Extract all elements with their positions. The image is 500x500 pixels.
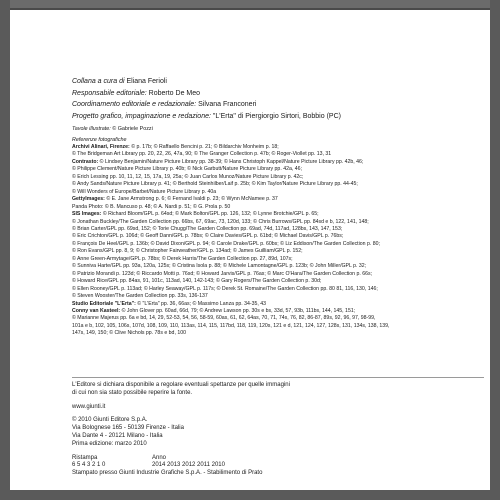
scan-border-right [490, 0, 500, 500]
illustrations-line [72, 126, 486, 133]
reference-text: © Anne Green-Armytage/GPL p. 78bs; © Derek Harris/The Garden Collection pp. 27, 89d, 107s; [72, 255, 293, 262]
reference-text: © Howard Rice/GPL pp. 84as, 91, 101c, 113ad, 140, 142-143; © Gary Rogers/The Garden Collection p. 30d; [72, 278, 322, 285]
reference-line [72, 271, 486, 278]
reference-text: © Jonathan Buckley/The Garden Collection pp. 66bs, 67, 69ac, 73, 120d, 133; © Chris Burrows/GPL pp. 84sd e b, 122, 141, 148; [72, 218, 369, 225]
photo-references-title: Referenze fotografiche [72, 137, 127, 143]
series-editor-value: Eliana Ferioli [126, 78, 167, 85]
scan-border-top-bar [10, 0, 490, 8]
reference-text: © p. 17b; © Raffaello Bencini p. 21; © Bildarchiv Monheim p. 18; [129, 144, 279, 150]
rights-notice-line-2: di cui non sia stato possibile reperire la fonte. [72, 389, 193, 396]
printer-line: Stampato presso Giunti Industrie Grafiche S.p.A. - Stabilimento di Prato [72, 470, 263, 477]
reference-text: © François De Heel/GPL p. 136b; © David Dixon/GPL p. 94; © Carole Drake/GPL p. 60bs; © Liz Eddison/The Garden Collection p. 80; [72, 240, 380, 247]
reprint-values-row [72, 462, 486, 470]
series-editor-line [72, 76, 486, 88]
reference-line [72, 248, 486, 255]
reference-source: Archivi Alinari, Firenze: [72, 144, 130, 150]
section-divider [72, 377, 484, 378]
reference-line [72, 315, 486, 322]
reference-line [72, 219, 486, 226]
reference-line [72, 151, 486, 158]
design-label: Progetto grafico, impaginazione e redazione: [72, 112, 211, 120]
reference-line [72, 241, 486, 248]
reference-text: © Will Wonders of Europe/Barbet/Nature Picture Library p. 40a [72, 188, 217, 195]
reference-source: SIS Images: [72, 211, 102, 218]
reference-line [72, 233, 486, 240]
reference-text: © The Bridgeman Art Library pp. 20, 22, 26, 47a, 90; © The Granger Collection p. 47b; © Roger-Viollet pp. 13, 31 [72, 151, 332, 158]
photo-references-list [72, 144, 486, 338]
reference-text: © Brian Carter/GPL pp. 69sd, 152; © Torie Chugg/The Garden Collection pp. 69ad, 74d, 117ad, 128bs, 143, 147, 153; [72, 225, 343, 232]
managing-editor-line [72, 88, 486, 100]
reference-text: © Eric Crichton/GPL p. 106d; © Geoff Dann/GPL p. 78bs; © Claire Davies/GPL p. 61bd; © Michael Davis/GPL p. 76bs; [72, 233, 344, 240]
reference-line [72, 144, 486, 151]
reprint-years: 2014 2013 2012 2011 2010 [152, 462, 225, 469]
reference-line [72, 189, 486, 196]
series-editor-label: Collana a cura di [72, 78, 125, 85]
reference-line [72, 211, 486, 218]
reference-text: © Sunniva Harte/GPL pp. 93a, 120a, 125s; © Cristina Isola p. 88; © Michele Lamontagne/GPL p. 123b; © John Miller/GPL p. 32; [72, 263, 367, 270]
reference-source: Contrasto: [72, 158, 99, 165]
reference-text: © E. Jane Armstrong p. 6; © Fernand Ivaldi p. 23; © Wynn McNamee p. 37 [104, 196, 278, 203]
publisher-info [72, 382, 486, 478]
coordination-line [72, 99, 486, 111]
first-edition-line: Prima edizione: marzo 2010 [72, 440, 147, 447]
coordination-value: Silvana Franconeri [198, 101, 257, 108]
managing-editor-label: Responsabile editoriale: [72, 89, 147, 97]
reference-line [72, 278, 486, 285]
scan-border-left [0, 0, 10, 500]
reference-line [72, 286, 486, 293]
reference-text: © Erich Lessing pp. 10, 11, 12, 15, 17a, 19, 25a; © Juan Carlos Munoz/Nature Picture Library p. 42c; [72, 173, 304, 180]
reference-line [72, 181, 486, 188]
coordination-label: Coordinamento editoriale e redazionale: [72, 101, 197, 108]
reference-line [72, 256, 486, 263]
design-value: "L'Erta" di Piergiorgio Sirtori, Bobbio (PC) [212, 112, 341, 120]
reference-text: © Steven Wooster/The Garden Collection pp. 33s, 136-137 [72, 293, 208, 300]
year-label: Anno [152, 454, 167, 461]
managing-editor-value: Roberto De Meo [148, 89, 201, 97]
website-link[interactable]: www.giunti.it [72, 403, 106, 410]
reference-line [72, 159, 486, 166]
illustrations-label: Tavole illustrate: [72, 126, 111, 132]
reference-text: 101a e b, 102, 105, 106s, 107d, 108, 109, 110, 113as, 114, 115, 117bd, 118, 119, 120s, 121 e d, 121, 124, 127, 128s, 131, 134s, 138, 139, [72, 322, 390, 329]
reference-line [72, 226, 486, 233]
reference-text: © Philippe Clement/Nature Picture Library p. 40b; © Nick Garbutt/Nature Picture Library pp. 42a, 46; [72, 166, 302, 173]
reference-text: © Lindsey Benjamin/Nature Picture Library pp. 38-39; © Hans Christoph Kappel/Nature Picture Library pp. 42b, 46; [98, 158, 364, 165]
reference-text: © Ron Evans/GPL pp. 8, 9; © Christopher Fairweather/GPL p. 134ad; © James Guilliam/GPL p. 152; [72, 248, 303, 255]
reprint-header-row [72, 455, 486, 463]
reference-text: © Ellen Rooney/GPL p. 113ad; © Harley Seaway/GPL p. 117s; © Derek St. Romaine/The Garden Collection pp. 80 81, 116, 130, 146; [72, 285, 378, 292]
reference-source: GettyImages: [72, 196, 105, 203]
reference-line [72, 263, 486, 270]
reference-source: Studio Editoriale "L'Erta": [72, 300, 136, 307]
reference-line [72, 330, 486, 337]
reference-line [72, 293, 486, 300]
reference-text: © John Glover pp. 60ad, 66d, 79; © Andrew Lawson pp. 30s e bs, 33d, 57, 93b, 111bs, 144, 145, 151; [120, 307, 356, 314]
reference-line [72, 166, 486, 173]
reference-line [72, 196, 486, 203]
scan-border-bottom [0, 490, 500, 500]
illustrations-value: © Gabriele Pozzi [112, 126, 153, 132]
copyright-line: © 2010 Giunti Editore S.p.A. [72, 417, 148, 424]
reference-text: Panda Photo: © B. Mancuso p. 48; © A. Nardi p. 51; © G. Prola p. 50 [72, 203, 231, 210]
address-florence: Via Bolognese 165 - 50139 Firenze - Italia [72, 425, 184, 432]
colophon-page [72, 76, 486, 338]
rights-notice-line-1: L'Editore si dichiara disponibile a regolare eventuali spettanze per quelle immagini [72, 382, 290, 388]
reference-line [72, 301, 486, 308]
reference-line [72, 308, 486, 315]
reference-text: © "L'Erta" pp. 36, 66as; © Massimo Lanza pp. 34-35, 43 [135, 300, 267, 307]
reference-text: © Richard Bloom/GPL p. 64sd; © Mark Bolton/GPL pp. 126, 132; © Lynne Brotchie/GPL p. 65; [101, 211, 319, 218]
reference-line [72, 204, 486, 211]
design-line [72, 111, 486, 123]
address-milan: Via Dante 4 - 20121 Milano - Italia [72, 432, 163, 439]
reference-line [72, 174, 486, 181]
reprint-numbers: 6 5 4 3 2 1 0 [72, 462, 106, 469]
reference-text: © Patrizio Morandi p. 123d; © Riccardo Motti p. 76sd; © Howard Jarvis/GPL p. 76as; © Marc O'Hara/The Garden Collection p. 66s; [72, 270, 373, 277]
reprint-label: Ristampa [72, 454, 98, 461]
reference-line [72, 323, 486, 330]
reference-source: Conny van Kasteel: [72, 307, 121, 314]
reference-text: 147s, 149, 150; © Clive Nichols pp. 78s e bd, 100 [72, 330, 186, 337]
reference-text: © Marianne Majerus pp. 6a e bd, 14, 29, 52-53, 54, 56, 58-59, 60as, 61, 62, 64as, 70, 71, 74s, 76, 82, 86-87, 89s, 92, 96, 97, 98-99, [72, 315, 376, 322]
editorial-credits [72, 76, 486, 122]
reference-text: © Andy Sands/Nature Picture Library p. 41; © Berthold Steinhilber/Laif p. 25b; © Kim Taylor/Nature Picture Library pp. 44-45; [72, 181, 358, 188]
